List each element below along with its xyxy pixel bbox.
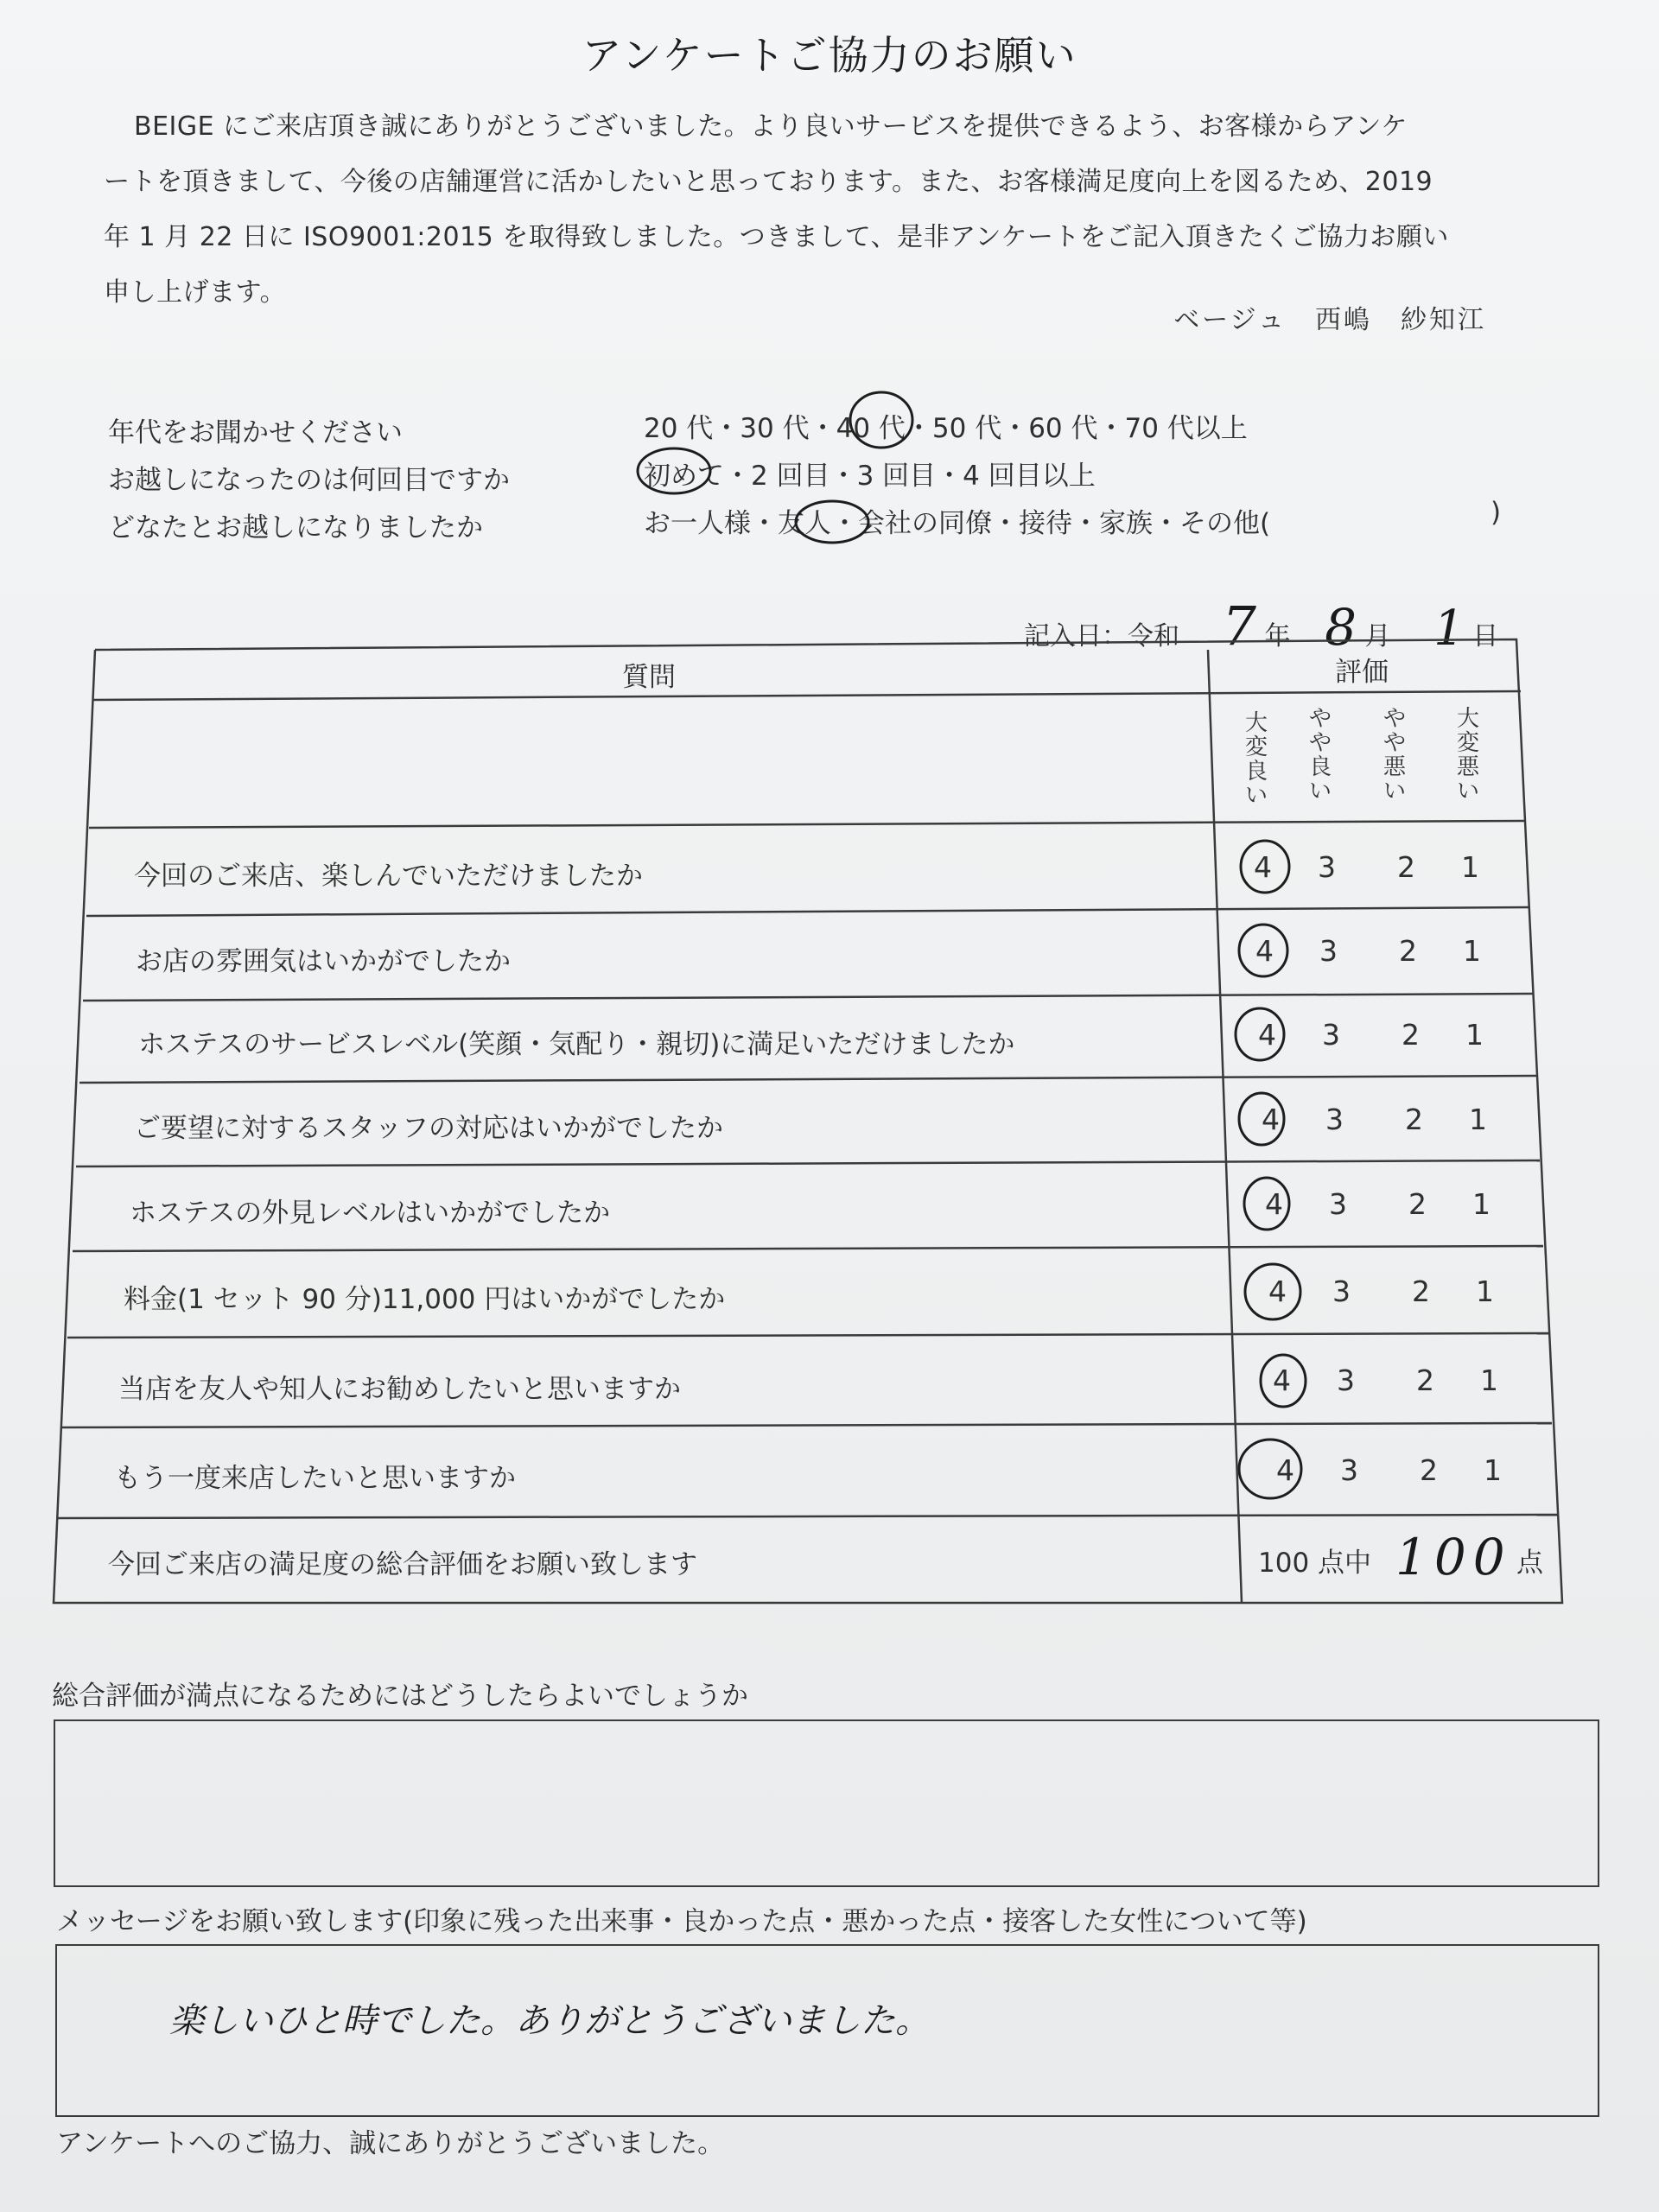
date-month-unit: 月 xyxy=(1364,621,1391,652)
closing-text: アンケートへのご協力、誠にありがとうございました。 xyxy=(56,2128,725,2159)
message-answer-handwritten: 楽しいひと時でした。ありがとうございました。 xyxy=(169,2001,930,2041)
score-3: 3 xyxy=(1340,1453,1358,1487)
score-3: 3 xyxy=(1325,1103,1344,1136)
score-2: 2 xyxy=(1408,1187,1427,1221)
score-4: 4 xyxy=(1254,850,1272,884)
scale-header-very-bad: 大変悪い xyxy=(1456,706,1479,804)
question-header: 質問 xyxy=(622,662,676,693)
question-4-text: ご要望に対するスタッフの対応はいかがでしたか xyxy=(134,1113,723,1144)
age-options: 20 代・30 代・40 代・50 代・60 代・70 代以上 xyxy=(644,413,1248,444)
companion-options: お一人様・友人・会社の同僚・接待・家族・その他( xyxy=(644,508,1271,539)
score-2: 2 xyxy=(1420,1453,1438,1487)
overall-score-handwritten: 100 xyxy=(1395,1528,1512,1586)
score-4: 4 xyxy=(1268,1274,1287,1308)
page-title: アンケートご協力のお願い xyxy=(582,32,1077,79)
rating-header: 評価 xyxy=(1335,657,1389,688)
companion-question-label: どなたとお越しになりましたか xyxy=(108,512,483,543)
intro-line: 年 1 月 22 日に ISO9001:2015 を取得致しました。つきまして、是非アンケートをご記入頂きたくご協力お願い xyxy=(104,222,1449,252)
visit-count-question-label: お越しになったのは何回目ですか xyxy=(108,465,510,496)
score-1: 1 xyxy=(1480,1363,1498,1397)
overall-score-prefix: 100 点中 xyxy=(1258,1548,1372,1579)
score-4: 4 xyxy=(1258,1018,1276,1052)
scale-header-somewhat-good: やや良い xyxy=(1308,706,1332,804)
improvement-label: 総合評価が満点になるためにはどうしたらよいでしょうか xyxy=(52,1681,748,1712)
score-4: 4 xyxy=(1255,934,1274,968)
score-2: 2 xyxy=(1397,850,1415,884)
date-day-handwritten: 1 xyxy=(1433,601,1465,657)
score-3: 3 xyxy=(1319,934,1338,968)
score-2: 2 xyxy=(1399,934,1417,968)
score-4: 4 xyxy=(1273,1363,1291,1397)
score-2: 2 xyxy=(1416,1363,1434,1397)
score-1: 1 xyxy=(1461,850,1479,884)
score-3: 3 xyxy=(1318,850,1336,884)
question-8-text: もう一度来店したいと思いますか xyxy=(114,1463,516,1494)
question-1-text: 今回のご来店、楽しんでいただけましたか xyxy=(134,861,643,892)
score-2: 2 xyxy=(1412,1274,1430,1308)
intro-line: 申し上げます。 xyxy=(104,277,287,308)
signature: ベージュ 西嶋 紗知江 xyxy=(1173,305,1486,335)
age-question-label: 年代をお聞かせください xyxy=(108,417,403,448)
score-4: 4 xyxy=(1265,1187,1283,1221)
question-5-text: ホステスの外見レベルはいかがでしたか xyxy=(130,1198,611,1229)
score-1: 1 xyxy=(1484,1453,1502,1487)
date-year-unit: 年 xyxy=(1264,621,1291,652)
question-6-text: 料金(1 セット 90 分)11,000 円はいかがでしたか xyxy=(124,1284,726,1315)
score-4: 4 xyxy=(1276,1453,1294,1487)
score-4: 4 xyxy=(1262,1103,1280,1136)
date-year-handwritten: 7 xyxy=(1222,594,1256,658)
score-1: 1 xyxy=(1463,934,1481,968)
score-3: 3 xyxy=(1332,1274,1351,1308)
score-2: 2 xyxy=(1405,1103,1423,1136)
companion-other-close: ) xyxy=(1491,497,1502,528)
question-3-text: ホステスのサービスレベル(笑顔・気配り・親切)に満足いただけましたか xyxy=(138,1029,1015,1060)
score-1: 1 xyxy=(1465,1018,1484,1052)
score-1: 1 xyxy=(1476,1274,1494,1308)
question-2-text: お店の雰囲気はいかがでしたか xyxy=(136,946,511,977)
score-3: 3 xyxy=(1322,1018,1340,1052)
improvement-answer-box[interactable] xyxy=(54,1719,1599,1887)
score-1: 1 xyxy=(1469,1103,1487,1136)
scale-header-very-good: 大変良い xyxy=(1244,710,1268,809)
date-month-handwritten: 8 xyxy=(1325,598,1357,657)
scale-header-somewhat-bad: やや悪い xyxy=(1382,706,1406,804)
score-3: 3 xyxy=(1337,1363,1355,1397)
intro-line: BEIGE にご来店頂き誠にありがとうございました。より良いサービスを提供できるよう、お客様からアンケ xyxy=(134,111,1408,142)
date-prefix: 記入日：令和 xyxy=(1024,621,1179,652)
visit-count-options: 初めて・2 回目・3 回目・4 回目以上 xyxy=(644,461,1096,492)
score-3: 3 xyxy=(1329,1187,1347,1221)
date-day-unit: 日 xyxy=(1472,621,1499,652)
overall-question-text: 今回ご来店の満足度の総合評価をお願い致します xyxy=(108,1549,697,1580)
intro-line: ートを頂きまして、今後の店舗運営に活かしたいと思っております。また、お客様満足度向上を図るため、2019 xyxy=(104,167,1433,197)
message-answer-box[interactable] xyxy=(55,1944,1599,2117)
question-7-text: 当店を友人や知人にお勧めしたいと思いますか xyxy=(118,1374,681,1405)
overall-score-suffix: 点 xyxy=(1516,1548,1543,1579)
score-2: 2 xyxy=(1402,1018,1420,1052)
message-label: メッセージをお願い致します(印象に残った出来事・良かった点・悪かった点・接客した女性について等) xyxy=(56,1906,1307,1937)
score-1: 1 xyxy=(1472,1187,1491,1221)
